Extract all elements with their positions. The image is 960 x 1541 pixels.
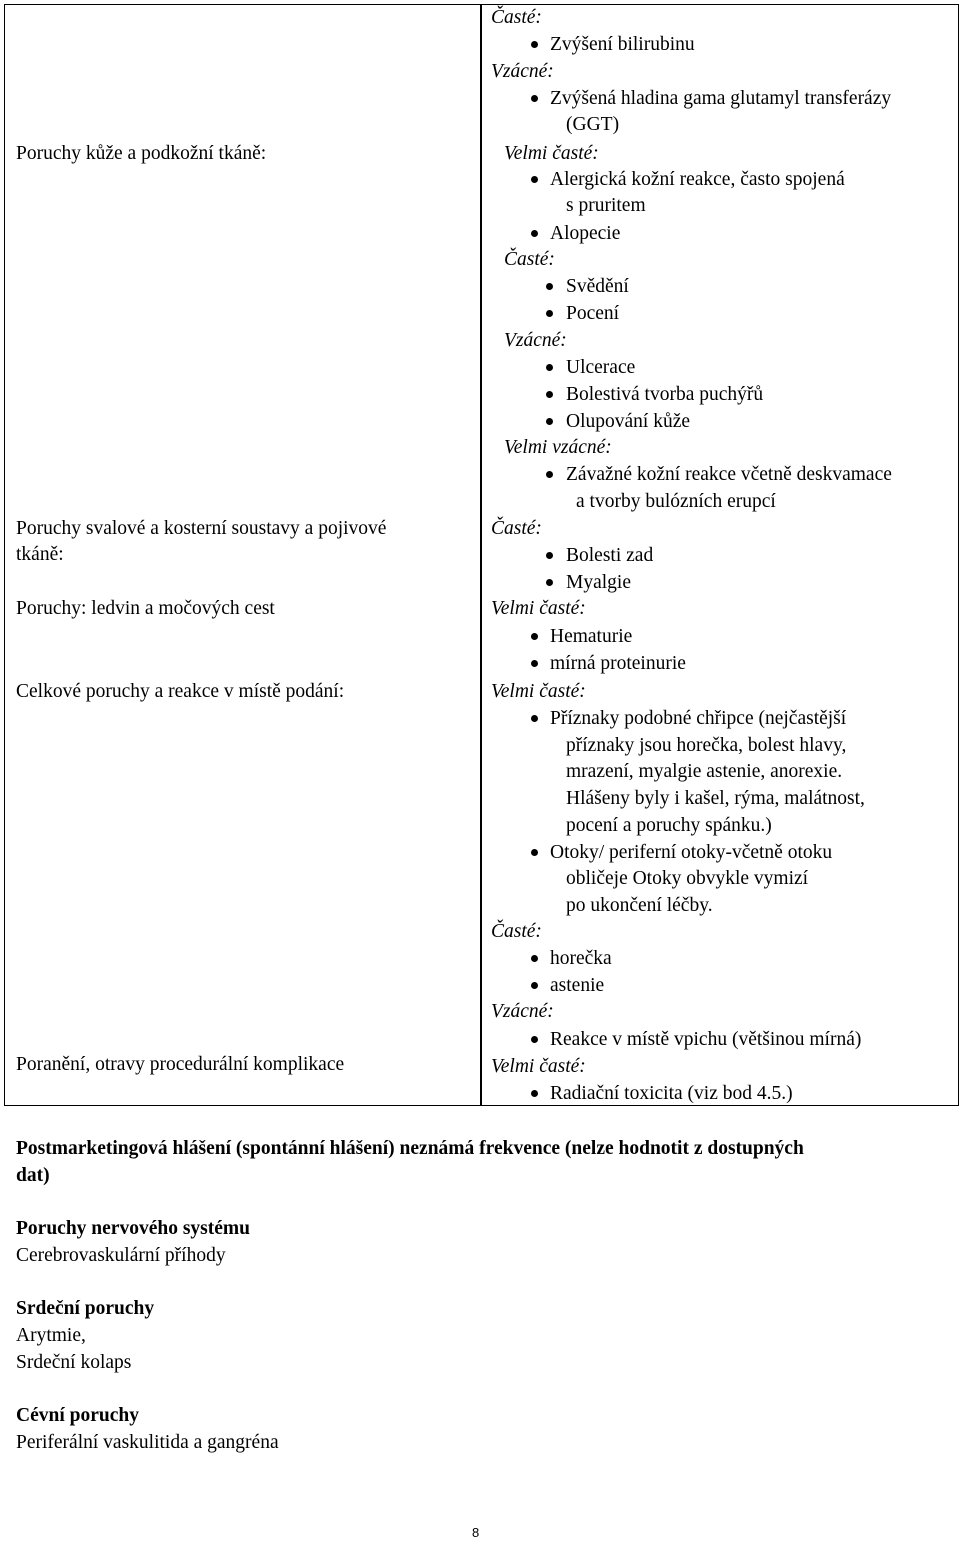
- section-heading: Cévní poruchy: [16, 1405, 139, 1426]
- frequency-label: Velmi vzácné:: [504, 437, 612, 458]
- category-label: Poruchy: ledvin a močových cest: [16, 598, 275, 619]
- bullet-icon: [546, 310, 553, 317]
- section-heading: Poruchy nervového systému: [16, 1218, 250, 1239]
- bullet-icon: [531, 95, 538, 102]
- bullet-icon: [546, 391, 553, 398]
- bullet-icon: [531, 230, 538, 237]
- list-item: Závažné kožní reakce včetně deskvamace: [566, 464, 892, 485]
- category-label: Celkové poruchy a reakce v místě podání:: [16, 681, 345, 702]
- column-divider: [480, 4, 482, 1106]
- bullet-icon: [546, 579, 553, 586]
- bullet-icon: [531, 1090, 538, 1097]
- list-item: Ulcerace: [566, 357, 636, 378]
- list-item: pocení a poruchy spánku.): [566, 815, 772, 836]
- section-text: Periferální vaskulitida a gangréna: [16, 1432, 279, 1453]
- category-label: Poranění, otravy procedurální komplikace: [16, 1054, 345, 1075]
- section-text: Srdeční kolaps: [16, 1352, 132, 1373]
- list-item: Reakce v místě vpichu (většinou mírná): [550, 1029, 862, 1050]
- section-text: Cerebrovaskulární příhody: [16, 1245, 226, 1266]
- list-item: Hlášeny byly i kašel, rýma, malátnost,: [566, 788, 865, 809]
- list-item: Otoky/ periferní otoky-včetně otoku: [550, 842, 833, 863]
- list-item: Pocení: [566, 303, 620, 324]
- list-item: Bolestivá tvorba puchýřů: [566, 384, 764, 405]
- category-label: Poruchy kůže a podkožní tkáně:: [16, 143, 267, 164]
- frequency-label: Velmi časté:: [491, 1056, 586, 1077]
- category-label: Poruchy svalové a kosterní soustavy a pojivové: [16, 518, 387, 539]
- section-text: Arytmie,: [16, 1325, 86, 1346]
- list-item: Příznaky podobné chřipce (nejčastější: [550, 708, 847, 729]
- postmarketing-heading: dat): [16, 1165, 50, 1186]
- list-item: Radiační toxicita (viz bod 4.5.): [550, 1083, 793, 1104]
- bullet-icon: [546, 471, 553, 478]
- list-item: Alergická kožní reakce, často spojená: [550, 169, 845, 190]
- list-item: Bolesti zad: [566, 545, 654, 566]
- list-item: astenie: [550, 975, 605, 996]
- list-item: Olupování kůže: [566, 411, 691, 432]
- bullet-icon: [546, 364, 553, 371]
- bullet-icon: [531, 849, 538, 856]
- list-item: po ukončení léčby.: [566, 895, 713, 916]
- frequency-label: Vzácné:: [491, 1001, 554, 1022]
- category-label: tkáně:: [16, 544, 64, 565]
- frequency-label: Velmi časté:: [491, 681, 586, 702]
- bullet-icon: [546, 283, 553, 290]
- list-item: příznaky jsou horečka, bolest hlavy,: [566, 735, 847, 756]
- bullet-icon: [531, 955, 538, 962]
- frequency-label: Časté:: [491, 518, 542, 539]
- bullet-icon: [546, 552, 553, 559]
- frequency-label: Časté:: [491, 921, 542, 942]
- frequency-label: Vzácné:: [491, 61, 554, 82]
- bullet-icon: [531, 660, 538, 667]
- list-item: mírná proteinurie: [550, 653, 686, 674]
- list-item: obličeje Otoky obvykle vymizí: [566, 868, 809, 889]
- bullet-icon: [531, 1036, 538, 1043]
- bullet-icon: [531, 633, 538, 640]
- frequency-label: Velmi časté:: [491, 598, 586, 619]
- bullet-icon: [531, 715, 538, 722]
- list-item: s pruritem: [566, 195, 646, 216]
- list-item: mrazení, myalgie astenie, anorexie.: [566, 761, 843, 782]
- list-item: Hematurie: [550, 626, 633, 647]
- frequency-label: Časté:: [491, 7, 542, 28]
- list-item: Zvýšená hladina gama glutamyl transferázy: [550, 88, 892, 109]
- bullet-icon: [531, 41, 538, 48]
- bullet-icon: [531, 982, 538, 989]
- list-item: horečka: [550, 948, 612, 969]
- frequency-label: Velmi časté:: [504, 143, 599, 164]
- frequency-label: Vzácné:: [504, 330, 567, 351]
- list-item: Svědění: [566, 276, 629, 297]
- frequency-label: Časté:: [504, 249, 555, 270]
- list-item: a tvorby bulózních erupcí: [576, 491, 776, 512]
- list-item: Alopecie: [550, 223, 621, 244]
- list-item: (GGT): [566, 114, 620, 135]
- bullet-icon: [546, 418, 553, 425]
- list-item: Zvýšení bilirubinu: [550, 34, 695, 55]
- postmarketing-heading: Postmarketingová hlášení (spontánní hlášení) neznámá frekvence (nelze hodnotit z dostupných: [16, 1138, 804, 1159]
- bullet-icon: [531, 176, 538, 183]
- page-number: 8: [472, 1525, 480, 1540]
- list-item: Myalgie: [566, 572, 631, 593]
- section-heading: Srdeční poruchy: [16, 1298, 155, 1319]
